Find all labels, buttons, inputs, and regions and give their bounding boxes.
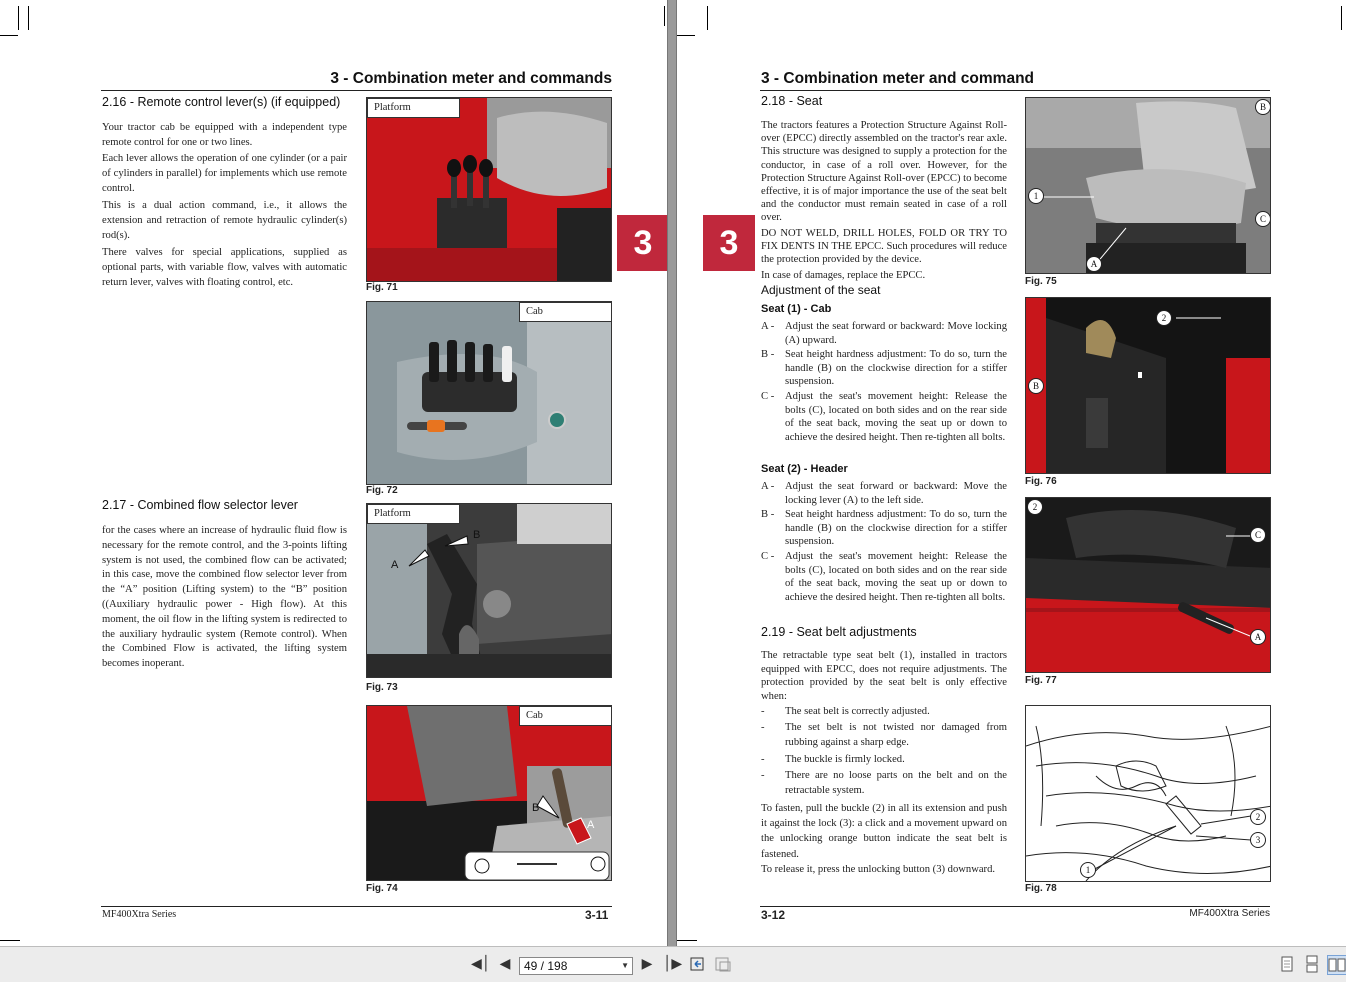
callout-label: A <box>391 559 399 571</box>
footer-rule <box>101 906 612 907</box>
list-item <box>761 705 1007 720</box>
back-view-icon[interactable] <box>689 955 707 973</box>
crop-mark <box>677 35 695 36</box>
seat-suspension-illustration <box>1026 298 1271 474</box>
callout-circle: 2 <box>1027 499 1043 515</box>
flow-selector-platform-illustration <box>367 504 612 678</box>
figure-caption: Fig. 77 <box>1025 675 1057 686</box>
seat-2-title: Seat (2) - Header <box>761 463 848 475</box>
list-text: There are no loose parts on the belt and on the retractable system. <box>785 770 1007 796</box>
callout-circle: B <box>1028 378 1044 394</box>
right-page <box>677 0 1346 946</box>
crop-mark <box>28 6 29 30</box>
forward-view-icon[interactable] <box>714 955 732 973</box>
figure-caption: Fig. 72 <box>366 485 398 496</box>
figure-tag: Cab <box>519 706 612 726</box>
figure-75-photo <box>1025 97 1271 274</box>
list-text: Adjust the seat forward or backward: Move locking (A) upward. <box>785 321 1007 346</box>
callout-circle: A <box>1250 629 1266 645</box>
left-page <box>0 0 667 946</box>
seat-belt-line-drawing <box>1026 706 1271 882</box>
list-item <box>761 390 1007 444</box>
page-header: 3 - Combination meter and commands <box>330 70 612 87</box>
paragraph: The retractable type seat belt (1), installed in tractors equipped with EPCC, does not require adjustments. The protection provided by the seat belt is only effective when: <box>761 650 1007 702</box>
section-name: Seat <box>796 94 823 108</box>
list-item <box>761 753 1007 768</box>
list-text: The buckle is firmly locked. <box>785 754 905 765</box>
next-page-icon[interactable]: ▶ <box>641 956 653 972</box>
paragraph: The tractors features a Protection Structure Against Roll-over (EPCC) directly assembled on the tractor's rear axle. This structure was designed to supply a protection for the conductor, in case of a roll over. However, for the Protection Structure Against Roll-over (EPCC) to become effective, it is of major importance the use of the seat belt and the conductor must remain seated in case of a roll over. <box>761 120 1007 224</box>
section-number: 2.18 <box>761 94 786 108</box>
section-title-2-19: 2.19 - Seat belt adjustments <box>761 625 917 639</box>
figure-72-photo <box>366 301 612 485</box>
section-number: 2.19 <box>761 625 786 639</box>
header-seat-illustration <box>1026 498 1271 673</box>
cab-levers-illustration <box>367 302 612 485</box>
crop-mark <box>18 6 19 30</box>
single-page-icon[interactable] <box>1278 955 1296 973</box>
list-key: - <box>761 770 765 781</box>
callout-label: B <box>532 802 540 814</box>
page-gutter <box>667 0 677 946</box>
flow-selector-cab-illustration <box>367 706 612 881</box>
paragraph: This is a dual action command, i.e., it allows the extension and retraction of remote hydraulic cylinder(s) rod(s). <box>102 200 347 241</box>
paragraph: Your tractor cab be equipped with a independent type remote control for one or two lines. <box>102 122 347 148</box>
list-text: The set belt is not twisted nor damaged from rubbing against a sharp edge. <box>785 722 1007 748</box>
list-text: Adjust the seat forward or backward: Move the locking lever (A) to the left side. <box>785 481 1007 506</box>
crop-mark <box>0 940 20 941</box>
list-key: A - <box>761 321 775 332</box>
figure-caption: Fig. 75 <box>1025 276 1057 287</box>
figure-77-photo <box>1025 497 1271 673</box>
page-header: 3 - Combination meter and command <box>761 70 1035 87</box>
paragraph-warning: DO NOT WELD, DRILL HOLES, FOLD OR TRY TO FIX DENTS IN THE EPCC. Such procedures will reduce the protection provided by the device. <box>761 228 1007 266</box>
callout-label: A <box>587 819 595 831</box>
list-key: - <box>761 706 765 717</box>
callout-circle: 3 <box>1250 832 1266 848</box>
list-item <box>761 721 1007 751</box>
header-rule <box>101 90 612 91</box>
figure-caption: Fig. 76 <box>1025 476 1057 487</box>
footer-page-number: 3-12 <box>761 908 786 922</box>
list-item <box>761 508 1007 549</box>
continuous-page-icon[interactable] <box>1303 955 1321 973</box>
list-item <box>761 550 1007 604</box>
paragraph: To fasten, pull the buckle (2) in all its extension and push it against the lock (3): a click and a movement upward on the unlocking orange button indicate the seat belt is fastened. <box>761 803 1007 860</box>
figure-tag: Platform <box>367 504 460 524</box>
header-rule <box>760 90 1270 91</box>
footer-rule <box>760 906 1270 907</box>
list-text: The seat belt is correctly adjusted. <box>785 706 930 717</box>
list-text: Adjust the seat's movement height: Release the bolts (C), located on both sides and on the rear side of the seat back, moving the seat up or down to achieve the desired height. Then re-tighten all bolts. <box>785 551 1007 603</box>
callout-label: B <box>473 529 481 541</box>
crop-mark <box>664 6 665 26</box>
figure-tag: Cab <box>519 302 612 322</box>
list-text: Adjust the seat's movement height: Release the bolts (C), located on both sides and on the rear side of the seat back, moving the seat up or down to achieve the desired height. Then re-tighten all bolts. <box>785 391 1007 443</box>
crop-mark <box>1341 6 1342 30</box>
figure-73-photo <box>366 503 612 678</box>
list-item <box>761 769 1007 799</box>
figure-71-photo <box>366 97 612 282</box>
crop-mark <box>707 6 708 30</box>
footer-page-number: 3-11 <box>585 908 609 922</box>
chapter-badge: 3 <box>703 215 755 271</box>
crop-mark <box>677 940 697 941</box>
figure-caption: Fig. 73 <box>366 682 398 693</box>
prev-page-icon[interactable]: ◀ <box>499 956 511 972</box>
figure-74-photo <box>366 705 612 881</box>
list-text: Seat height hardness adjustment: To do so, turn the handle (B) on the clockwise direction for a stiffer suspension. <box>785 349 1007 388</box>
paragraph: There valves for special applications, supplied as optional parts, with variable flow, valves with automatic return lever, valves with floating control, etc. <box>102 247 347 288</box>
crop-mark <box>0 35 18 36</box>
list-item <box>761 320 1007 347</box>
callout-circle: B <box>1255 99 1271 115</box>
subsection-title: Adjustment of the seat <box>761 283 881 297</box>
list-key: - <box>761 754 765 765</box>
paragraph: Each lever allows the operation of one cylinder (or a pair of cylinders in parallel) for implements which use remote control. <box>102 153 347 194</box>
callout-circle: 1 <box>1028 188 1044 204</box>
facing-pages-icon[interactable] <box>1327 955 1346 975</box>
callout-circle: C <box>1255 211 1271 227</box>
callout-circle: A <box>1086 256 1102 272</box>
seat-1-title: Seat (1) - Cab <box>761 303 832 315</box>
section-name: Combined flow selector lever <box>137 498 298 512</box>
chevron-down-icon: ▼ <box>621 961 629 970</box>
section-title-2-16: 2.16 - Remote control lever(s) (if equipped) <box>102 95 341 109</box>
figure-78-drawing <box>1025 705 1271 882</box>
list-key: B - <box>761 509 775 520</box>
section-number: 2.17 <box>102 498 127 512</box>
page-number-input[interactable] <box>519 957 633 975</box>
section-name: Seat belt adjustments <box>796 625 917 639</box>
cab-seat-illustration <box>1026 98 1271 274</box>
footer-series: MF400Xtra Series <box>1189 908 1270 919</box>
paragraph: for the cases where an increase of hydraulic fluid flow is necessary for the remote control, and the 3-points lifting system is not used, the combined flow can be activated; in this case, move the combined flow selector lever from the “A” position (Lifting system) to the “B” position ((Auxiliary hydraulic power - High flow). At this moment, the oil flow in the lifting system is redirected to the auxiliary hydraulic system (Remote control). When the Combined Flow is activated, the lifting system becomes inoperant. <box>102 525 347 670</box>
figure-caption: Fig. 71 <box>366 282 398 293</box>
chapter-badge: 3 <box>617 215 667 271</box>
viewer-toolbar <box>0 946 1346 982</box>
figure-tag: Platform <box>367 98 460 118</box>
list-key: A - <box>761 481 775 492</box>
last-page-icon[interactable]: │▶ <box>663 956 683 972</box>
section-title-2-18: 2.18 - Seat <box>761 94 823 108</box>
list-text: Seat height hardness adjustment: To do so, turn the handle (B) on the clockwise direction for a stiffer suspension. <box>785 509 1007 548</box>
list-key: C - <box>761 391 775 402</box>
platform-levers-illustration <box>367 98 612 282</box>
section-name: Remote control lever(s) (if equipped) <box>137 95 341 109</box>
list-item <box>761 480 1007 507</box>
figure-caption: Fig. 78 <box>1025 883 1057 894</box>
paragraph: In case of damages, replace the EPCC. <box>761 270 926 281</box>
section-title-2-17: 2.17 - Combined flow selector lever <box>102 498 298 512</box>
figure-76-photo <box>1025 297 1271 474</box>
list-item <box>761 348 1007 389</box>
callout-circle: 2 <box>1250 809 1266 825</box>
list-key: - <box>761 722 765 733</box>
figure-caption: Fig. 74 <box>366 883 398 894</box>
paragraph: To release it, press the unlocking button (3) downward. <box>761 864 996 875</box>
list-key: B - <box>761 349 775 360</box>
callout-circle: 2 <box>1156 310 1172 326</box>
footer-series: MF400Xtra Series <box>102 909 177 920</box>
callout-circle: C <box>1250 527 1266 543</box>
first-page-icon[interactable]: ◀│ <box>471 956 491 972</box>
callout-circle: 1 <box>1080 862 1096 878</box>
page-number-value: 49 / 198 <box>524 959 568 973</box>
list-key: C - <box>761 551 775 562</box>
section-number: 2.16 <box>102 95 127 109</box>
